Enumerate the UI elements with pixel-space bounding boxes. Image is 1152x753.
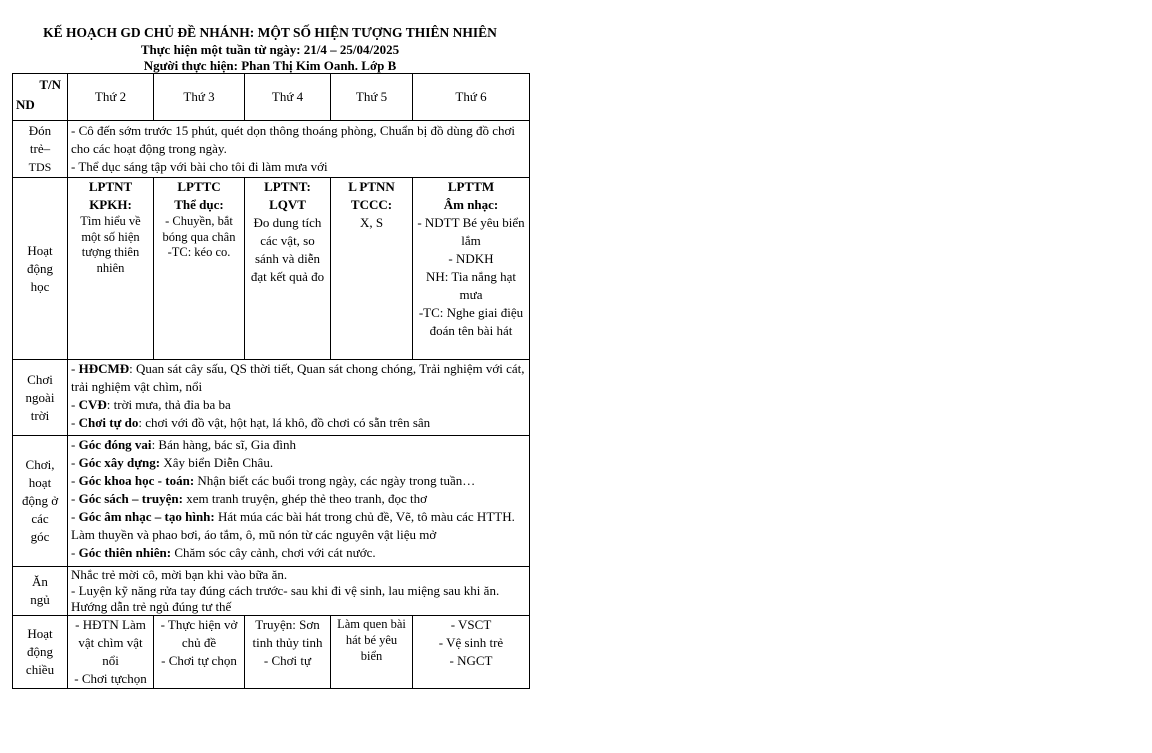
hoc-fri: LPTTM Âm nhạc: - NDTT Bé yêu biển lắm - NDKH NH: Tia nắng hạt mưa -TC: Nghe giai điệu đoán tên bài hát <box>413 178 530 360</box>
hoc-thu: L PTNN TCCC: X, S <box>331 178 413 360</box>
row-label-choi-ngoai-troi: Chơi ngoài trời <box>13 360 68 436</box>
row-label-choi-goc: Chơi, hoạt động ở các góc <box>13 436 68 567</box>
hoc-tue: LPTTC Thể dục: - Chuyền, bắt bóng qua chân -TC: kéo co. <box>154 178 245 360</box>
day-header-wed: Thứ 4 <box>245 74 331 121</box>
period-line: Thực hiện một tuần từ ngày: 21/4 – 25/04/2025 <box>140 42 400 57</box>
row-choi-ngoai-troi <box>13 360 530 436</box>
row-hoat-dong-chieu <box>13 616 530 689</box>
corner-cell <box>13 74 68 121</box>
chieu-wed: Truyện: Sơn tinh thủy tinh - Chơi tự <box>245 616 331 689</box>
row-label-an-ngu: Ăn ngủ <box>13 567 68 616</box>
row-don-tre <box>13 121 530 178</box>
an-ngu-content: Nhắc trẻ mời cô, mời bạn khi vào bữa ăn. - Luyện kỹ năng rửa tay đúng cách trước- sau khi đi vệ sinh, lau miệng sau khi ăn. Hướng dẫn trẻ ngủ đúng tư thế <box>68 567 530 616</box>
corner-bottom: ND <box>16 97 35 112</box>
choi-goc-content: - Góc đóng vai: Bán hàng, bác sĩ, Gia đình - Góc xây dựng: Xây biển Diễn Châu. - Góc khoa học - toán: Nhận biết các buổi trong ngày, các ngày trong tuần… - Góc sách – truyện: xem tranh truyện, ghép thẻ theo tranh, đọc thơ - Góc âm nhạc – tạo hình: Hát múa các bài hát trong chủ đề, Vẽ, tô màu các HTTH. Làm thuyền và phao bơi, áo tắm, ô, mũ nón từ các nguyên vật liệu mở - Góc thiên nhiên: Chăm sóc cây cảnh, chơi với cát nước. <box>68 436 530 567</box>
day-header-fri: Thứ 6 <box>413 74 530 121</box>
don-tre-content: - Cô đến sớm trước 15 phút, quét dọn thông thoáng phòng, Chuẩn bị đồ dùng đồ chơi cho các hoạt động trong ngày. - Thể dục sáng tập với bài cho tôi đi làm mưa với <box>68 121 530 178</box>
day-header-mon: Thứ 2 <box>68 74 154 121</box>
chieu-tue: - Thực hiện vở chủ đề - Chơi tự chọn <box>154 616 245 689</box>
chieu-thu: Làm quen bài hát bé yêu biển <box>331 616 413 689</box>
table-header-row <box>13 74 530 121</box>
chieu-mon: - HĐTN Làm vật chìm vật nổi - Chơi tựchọn <box>68 616 154 689</box>
chieu-fri: - VSCT - Vệ sinh trẻ - NGCT <box>413 616 530 689</box>
day-header-thu: Thứ 5 <box>331 74 413 121</box>
row-label-hoat-dong-chieu: Hoạt động chiều <box>13 616 68 689</box>
row-label-hoat-dong-hoc: Hoạt động học <box>13 178 68 360</box>
author-line: Người thực hiện: Phan Thị Kim Oanh. Lớp B <box>143 58 397 73</box>
row-hoat-dong-hoc <box>13 178 530 360</box>
weekly-plan-table <box>12 73 530 689</box>
hoc-mon: LPTNT KPKH: Tìm hiểu về một số hiện tượng thiên nhiên <box>68 178 154 360</box>
row-choi-goc <box>13 436 530 567</box>
row-an-ngu <box>13 567 530 616</box>
page-title: KẾ HOẠCH GD CHỦ ĐỀ NHÁNH: MỘT SỐ HIỆN TƯỢNG THIÊN NHIÊN <box>43 25 497 40</box>
day-header-tue: Thứ 3 <box>154 74 245 121</box>
choi-ngoai-troi-content: - HĐCMĐ: Quan sát cây sấu, QS thời tiết, Quan sát chong chóng, Trải nghiệm với cát, trải nghiệm vật chìm, nổi - CVĐ: trời mưa, thả đỉa ba ba - Chơi tự do: chơi với đồ vật, hột hạt, lá khô, đồ chơi có sẵn trên sân <box>68 360 530 436</box>
corner-top: T/N <box>39 77 61 92</box>
hoc-wed: LPTNT: LQVT Đo dung tích các vật, so sánh và diễn đạt kết quả đo <box>245 178 331 360</box>
row-label-don-tre: Đón trẻ– TDS <box>13 121 68 178</box>
